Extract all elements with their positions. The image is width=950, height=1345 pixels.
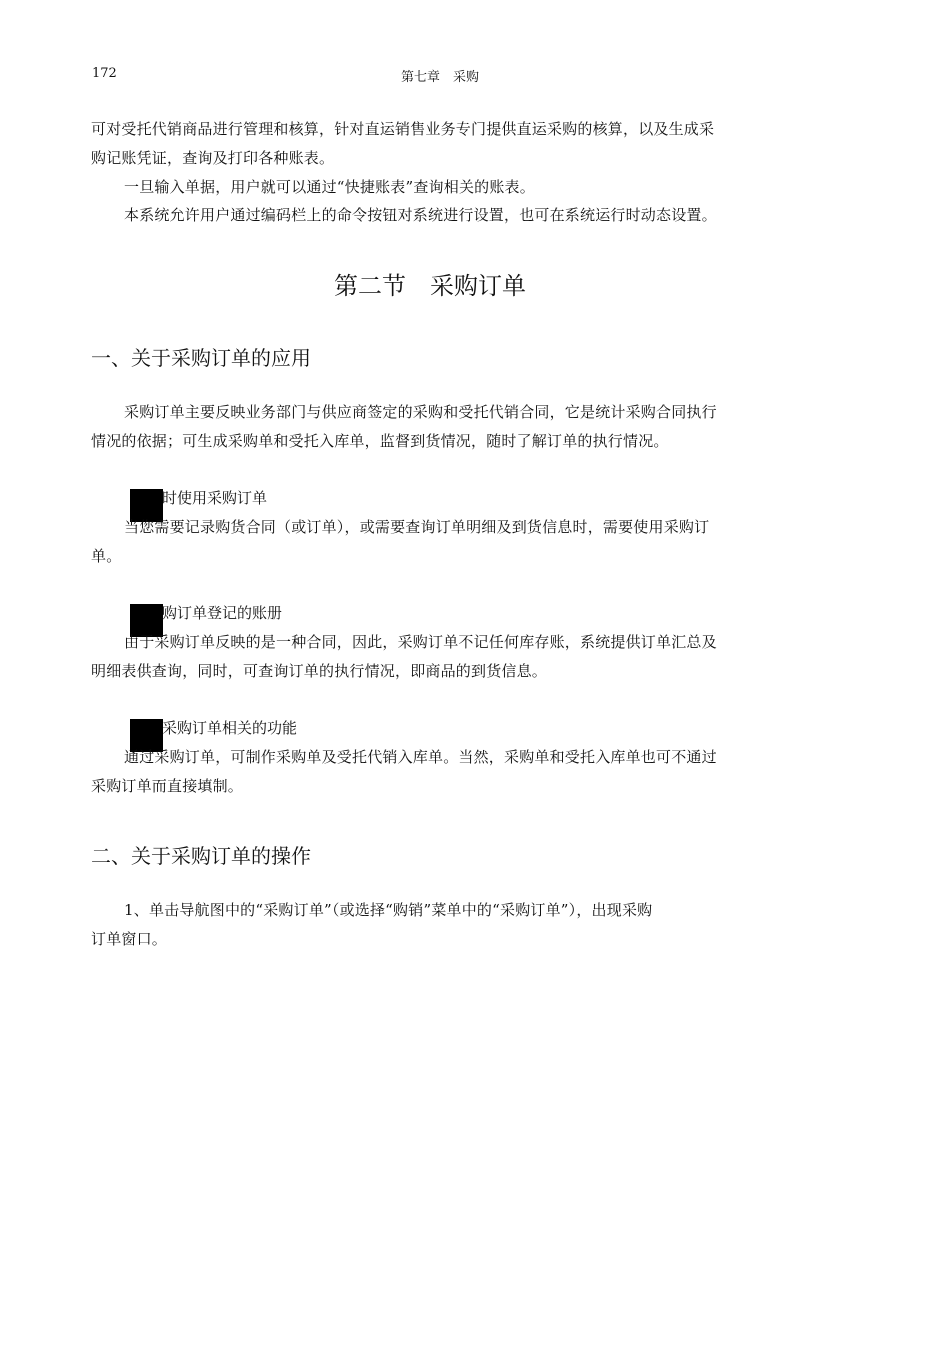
intro-line-2: 购记账凭证，查询及打印各种账表。 [91, 149, 335, 167]
page-number: 172 [92, 66, 117, 81]
sub3-heading: 采购订单相关的功能 [162, 719, 298, 737]
sub2-heading: 购订单登记的账册 [162, 604, 283, 622]
page-header [0, 66, 950, 86]
intro-line-3: 一旦输入单据，用户就可以通过“快捷账表”查询相关的账表。 [124, 178, 535, 196]
part2-heading: 二、关于采购订单的操作 [91, 844, 311, 868]
sub2-line-2: 明细表供查询，同时，可查询订单的执行情况，即商品的到货信息。 [91, 662, 548, 680]
sub2-line-1: 由于采购订单反映的是一种合同，因此，采购订单不记任何库存账，系统提供订单汇总及 [124, 633, 717, 651]
part2-step1-line-2: 订单窗口。 [91, 930, 168, 948]
part1-para-line-2: 情况的依据；可生成采购单和受托入库单，监督到货情况，随时了解订单的执行情况。 [91, 432, 669, 450]
part2-step1-line-1: 1、单击导航图中的“采购订单”（或选择“购销”菜单中的“采购订单”），出现采购 [124, 901, 653, 919]
part1-heading: 一、关于采购订单的应用 [91, 346, 311, 370]
section-title: 第二节 采购订单 [334, 272, 526, 300]
intro-line-4: 本系统允许用户通过编码栏上的命令按钮对系统进行设置，也可在系统运行时动态设置。 [124, 206, 717, 224]
sub1-line-1: 当您需要记录购货合同（或订单），或需要查询订单明细及到货信息时，需要使用采购订 [124, 518, 710, 536]
intro-line-1: 可对受托代销商品进行管理和核算，针对直运销售业务专门提供直运采购的核算，以及生成采 [91, 120, 715, 138]
part1-para-line-1: 采购订单主要反映业务部门与供应商签定的采购和受托代销合同，它是统计采购合同执行 [124, 403, 717, 421]
sub3-line-2: 采购订单而直接填制。 [91, 777, 244, 795]
sub1-heading: 时使用采购订单 [162, 489, 268, 507]
chapter-title: 第七章 采购 [400, 70, 479, 85]
sub3-line-1: 通过采购订单，可制作采购单及受托代销入库单。当然，采购单和受托入库单也可不通过 [124, 748, 717, 766]
sub1-line-2: 单。 [91, 547, 122, 565]
